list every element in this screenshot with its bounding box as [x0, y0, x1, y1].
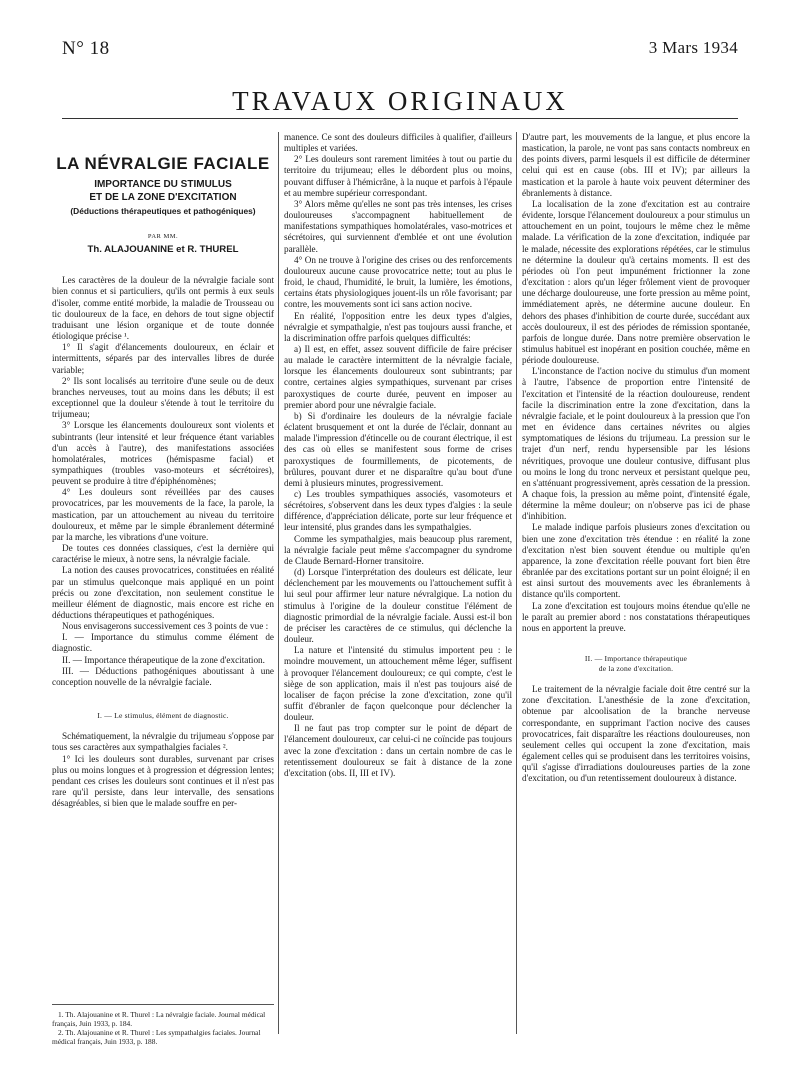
paragraph: Schématiquement, la névralgie du trijumeau s'oppose par tous ses caractères aux sympathalgies faciales ².	[52, 731, 274, 753]
paragraph: L'inconstance de l'action nocive du stimulus d'un moment à l'autre, l'absence de proportion entre l'intensité de l'excitation et l'intensité de la réaction douloureuse, rendent facile la discrimination entre la zone d'excitation, dans la névralgie faciale, et le point douloureux à la pression que l'on met en évidence dans certaines névrites ou algies symptomatiques de lésions du trijumeau. La pression sur le trajet d'un nerf, rendu hypersensible par les lésions névritiques, provoque une douleur contusive, diffusant plus ou moins le long du tronc nerveux et persistant quelque peu, en s'atténuant progressivement, après cessation de la pression. A chaque fois, la pression au même point, d'intensité égale, détermine la même douleur; on n'observe pas ici de phase d'inhibition.	[522, 366, 750, 522]
paragraph: Le malade indique parfois plusieurs zones d'excitation ou bien une zone d'excitation très étendue : en réalité la zone d'excitation n'est bien souvent étendue ou multiple qu'en apparence, la zone d'excitation réelle pouvant fort bien être ébranlée par des excitations portant sur un point éloigné; il en est ainsi surtout des mouvements avec les ébranlements à distance qu'ils comportent.	[522, 522, 750, 600]
section-heading: I. — Le stimulus, élément de diagnostic.	[97, 711, 229, 721]
article-subtitle: IMPORTANCE DU STIMULUS	[94, 179, 232, 190]
paragraph: 1° Ici les douleurs sont durables, survenant par crises plus ou moins longues et à progression et dégression lentes; pendant ces crises les douleurs sont continues et il n'est pas rare qu'il persiste, dans leur intervalle, des sensations désagréables, si bien que le malade souffre en per-	[52, 753, 274, 809]
article-byline-par: PAR MM.	[147, 233, 179, 240]
title-rule	[62, 118, 738, 119]
paragraph: manence. Ce sont des douleurs difficiles à qualifier, d'ailleurs multiples et variées.	[284, 132, 512, 154]
footnote: 2. Th. Alajouanine et R. Thurel : Les sympathalgies faciales. Journal médical français, Juin 1933, p. 188.	[52, 1028, 261, 1046]
paragraph: (d) Lorsque l'interprétation des douleurs est délicate, leur déclenchement par les mouvements ou l'attouchement suffit à lui seul pour affirmer leur nature névralgique. La notion du stimulus à l'origine de la douleur constitue l'élément de diagnostic primordial de la névralgie faciale. Aussi est-il bon de préciser les caractères de ce stimulus, qui déclenche la douleur.	[284, 567, 512, 645]
paragraph: I. — Importance du stimulus comme élément de diagnostic.	[52, 632, 274, 654]
paragraph: 3° Alors même qu'elles ne sont pas très intenses, les crises douloureuses s'accompagnent habituellement de manifestations sympathiques homolatérales, vaso-motrices et sécrétoires, qui surviennent d'emblée et ont une évolution parallèle.	[284, 198, 512, 254]
paragraph: 1° Il s'agit d'élancements douloureux, en éclair et intermittents, séparés par des intervalles libres de durée variable;	[52, 342, 274, 375]
issue-date: 3 Mars 1934	[648, 38, 738, 57]
paragraph: III. — Déductions pathogéniques aboutissant à une conception nouvelle de la névralgie faciale.	[52, 665, 274, 687]
article-title: LA NÉVRALGIE FACIALE	[56, 154, 270, 173]
paragraph: Il ne faut pas trop compter sur le point de départ de l'élancement douloureux, car celui-ci ne coïncide pas toujours avec la zone d'excitation : dans un certain nombre de cas le retentissement douloureux se fait à distance de la zone d'excitation (obs. II, III et IV).	[284, 723, 512, 778]
page-header	[62, 38, 738, 62]
paragraph: La zone d'excitation est toujours moins étendue qu'elle ne le paraît au premier abord : nos constatations thérapeutiques nous en apportent la preuve.	[522, 600, 750, 633]
section-heading-line: de la zone d'excitation.	[598, 664, 674, 674]
article-note: (Déductions thérapeutiques et pathogéniques)	[70, 206, 256, 216]
paragraph: D'autre part, les mouvements de la langue, et plus encore la mastication, la parole, ne vont pas sans contacts nombreux en des points divers, parmi lesquels il est difficile de déterminer celui qui est en cause (obs. III et IV); par ailleurs la mastication et la parole à haute voix peuvent déterminer des ébranlements à distance.	[522, 132, 750, 198]
paragraph: En réalité, l'opposition entre les deux types d'algies, névralgie et sympathalgie, n'est pas toujours aussi franche, et la discrimination offre parfois quelques difficultés:	[284, 310, 512, 343]
paragraph: II. — Importance thérapeutique de la zone d'excitation.	[62, 654, 265, 665]
paragraph: Comme les sympathalgies, mais beaucoup plus rarement, la névralgie faciale peut même s'accompagner du syndrome de Claude Bernard-Horner transitoire.	[284, 533, 512, 566]
paragraph: c) Les troubles sympathiques associés, vasomoteurs et sécrétoires, s'observent dans les deux types d'algies : la seule différence, d'appréciation délicate, porte sur leur fréquence et leur intensité, plus grandes dans les sympathalgies.	[284, 489, 512, 533]
paragraph: b) Si d'ordinaire les douleurs de la névralgie faciale éclatent brusquement et ont la durée de l'éclair, donnant au malade l'impression d'étincelle ou de courant électrique, il est des cas où elles se manifestent sous forme de crises paroxystiques de fourmillements, de picotements, de brûlures, pouvant durer et ne disparaître qu'au bout d'une demi à plusieurs minutes, progressivement.	[284, 410, 512, 488]
article-subtitle: ET DE LA ZONE D'EXCITATION	[89, 192, 237, 203]
paragraph: Les caractères de la douleur de la névralgie faciale sont bien connus et si particuliers, qu'ils ont permis à eux seuls d'isoler, comme entité morbide, la maladie de Trousseau ou tic douloureux de la face, en dehors de tout signe objectif traduisant une lésion organique et de toute donnée étiologique précise ¹.	[52, 275, 274, 342]
section-title: TRAVAUX ORIGINAUX	[232, 86, 568, 116]
paragraph: La notion des causes provocatrices, constituées en réalité par un stimulus quelconque mais appliqué en un point précis ou zone d'excitation, non seulement constitue le meilleur élément de diagnostic, mais encore est riche en déductions thérapeutiques et pathogéniques.	[52, 565, 274, 620]
paragraph: De toutes ces données classiques, c'est la dernière qui caractérise le mieux, à notre sens, la névralgie faciale.	[52, 543, 274, 565]
paragraph: La nature et l'intensité du stimulus importent peu : le moindre mouvement, un attouchement même léger, suffisent à provoquer l'élancement douloureux; ce qui compte, c'est le siège de son application, mais il n'est pas toujours aisé de localiser de façon précise la zone d'excitation, zone qu'il suffit d'ébranler de façon quelconque pour déclencher la douleur.	[284, 645, 512, 723]
column-2	[284, 132, 512, 779]
column-separator	[278, 132, 279, 1034]
footnote: 1. Th. Alajouanine et R. Thurel : La névralgie faciale. Journal médical français, Juin 1933, p. 184.	[52, 1010, 266, 1028]
section-heading	[522, 654, 750, 674]
column-separator	[516, 132, 517, 1034]
paragraph: 3° Lorsque les élancements douloureux sont violents et subintrants (leur intensité et leur fréquence étant variables d'un accès à l'autre), des manifestations associées homolatérales, motrices (hémispasme facial) et sympathiques (troubles vaso-moteurs et sécrétoires), peuvent se produire à titre d'épiphénomènes;	[52, 420, 274, 487]
issue-number: N° 18	[62, 38, 110, 59]
paragraph: a) Il est, en effet, assez souvent difficile de faire préciser au malade le caractère intermittent de la névralgie faciale, lorsque les élancements douloureux sont subintrants; par contre, certaines algies sympathiques, survenant par crises paroxystiques de courte durée, peuvent en imposer au premier abord pour une névralgie faciale.	[284, 343, 512, 410]
column-3	[522, 132, 750, 784]
paragraph: Nous envisagerons successivement ces 3 points de vue :	[62, 621, 269, 632]
paragraph: 2° Les douleurs sont rarement limitées à tout ou partie du territoire du trijumeau; elles le débordent plus ou moins, pouvant diffuser à l'hémicrâne, à la nuque et parfois à l'épaule et au membre supérieur correspondant.	[284, 154, 512, 198]
article-authors: Th. ALAJOUANINE et R. THUREL	[87, 244, 239, 256]
paragraph: La localisation de la zone d'excitation est au contraire évidente, lorsque l'élancement douloureux a pour stimulus un attouchement en un point, toujours le même chez le même malade. La vérification de la zone d'excitation, indiquée par le malade, nécessite des explorations répétées, car le stimulus ne détermine la douleur qu'à certains moments. Il est des périodes où l'on peut impunément frictionner la zone d'excitation : alors qu'un léger frôlement vient de provoquer une décharge douloureuse, une forte pression au même point, immédiatement après, ne détermine aucune douleur. En dehors des phases d'inhibition de courte durée, succédant aux accès douloureux, il est des périodes de rémission spontanée, parfois de longue durée. Dans notre première observation le stimulus habituel est inopérant en position couchée, même en période douloureuse.	[522, 198, 750, 366]
paragraph: 2° Ils sont localisés au territoire d'une seule ou de deux branches nerveuses, tout au moins dans les débuts; il est exceptionnel que la douleur s'étende à tout le territoire du trijumeau;	[52, 375, 274, 420]
section-heading-line: II. — Importance thérapeutique	[584, 654, 688, 664]
column-1	[52, 132, 274, 809]
paragraph: 4° On ne trouve à l'origine des crises ou des renforcements douloureux aucune cause provocatrice nette; tout au plus le froid, le chaud, l'humidité, le bruit, la lumière, les émotions, certains états physiologiques jouent-ils un rôle favorisant; par contre, les mouvements sont ici sans action nocive.	[284, 254, 512, 310]
footnotes	[52, 1004, 274, 1046]
paragraph: 4° Les douleurs sont réveillées par des causes provocatrices, par les mouvements de la face, la parole, la mastication, par un attouchement au niveau du territoire douloureux, et même par le simple ébranlement déterminé par la marche, les vibrations d'une voiture.	[52, 487, 274, 542]
paragraph: Le traitement de la névralgie faciale doit être centré sur la zone d'excitation. L'anesthésie de la zone d'excitation, obtenue par alcoolisation de la branche nerveuse correspondante, en supprimant l'action nocive des causes provocatrices, fait disparaître les réactions douloureuses, non seulement celles qui occupent la zone d'excitation, mais également celles qui se produisent dans les territoires voisins, qu'il s'agisse d'irradiations douloureuses parties de la zone d'excitation, ou d'un retentissement douloureux à distance.	[522, 684, 750, 784]
